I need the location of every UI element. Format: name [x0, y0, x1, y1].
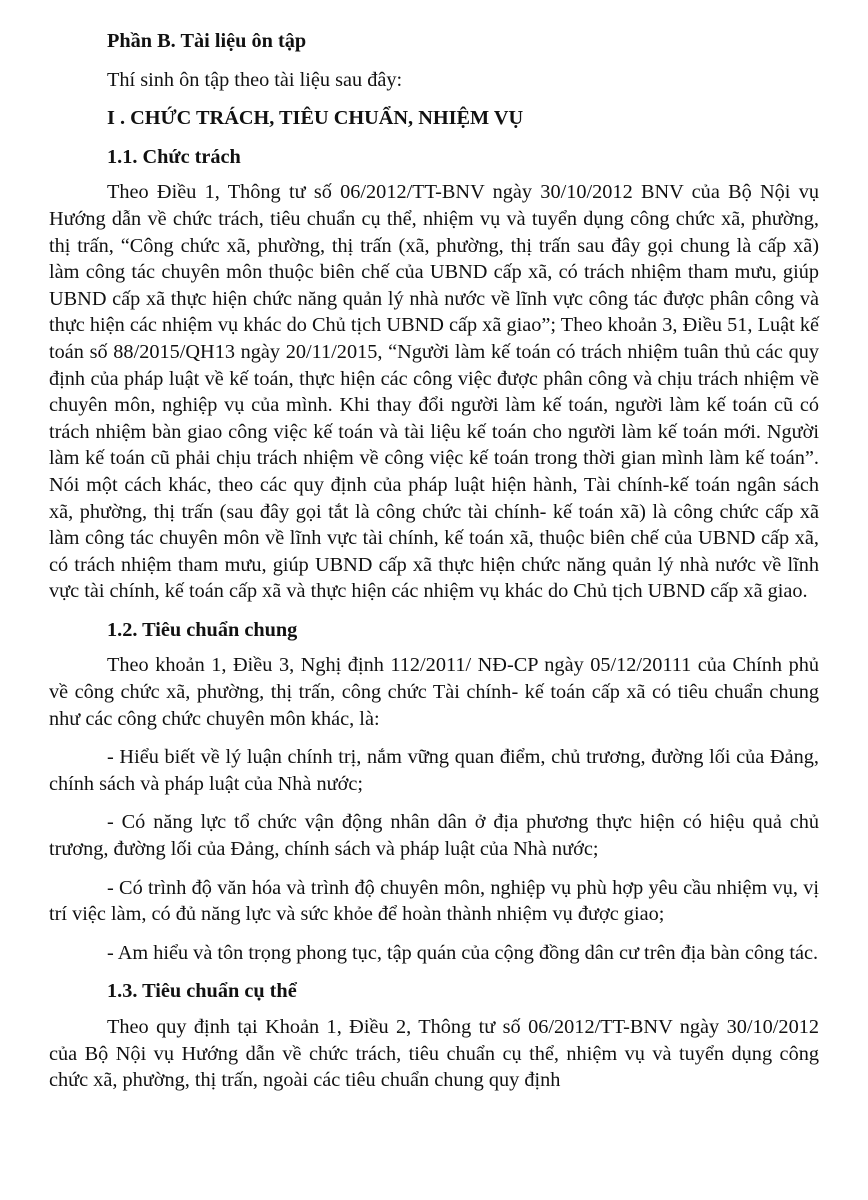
section-1-2-paragraph: Theo khoản 1, Điều 3, Nghị định 112/2011/ NĐ-CP ngày 05/12/20111 của Chính phủ về công chức xã, phường, thị trấn, công chức Tài chính- kế toán cấp xã có tiêu chuẩn chung như các công chức chuyên môn khác, là:	[49, 654, 819, 730]
bullet-item: - Am hiểu và tôn trọng phong tục, tập quán của cộng đồng dân cư trên địa bàn công tác.	[107, 941, 819, 964]
section-1-3-paragraph: Theo quy định tại Khoản 1, Điều 2, Thông tư số 06/2012/TT-BNV ngày 30/10/2012 của Bộ Nội vụ Hướng dẫn về chức trách, tiêu chuẩn cụ thể, nhiệm vụ và tuyển dụng công chức xã, phường, thị trấn, ngoài các tiêu chuẩn chung quy định	[49, 1016, 819, 1092]
intro-text: Thí sinh ôn tập theo tài liệu sau đây:	[107, 68, 403, 91]
section-1-title: I . CHỨC TRÁCH, TIÊU CHUẨN, NHIỆM VỤ	[107, 107, 524, 130]
section-1-3-title: 1.3. Tiêu chuẩn cụ thể	[107, 980, 297, 1003]
section-1-2-title: 1.2. Tiêu chuẩn chung	[107, 618, 298, 641]
bullet-item: - Có năng lực tổ chức vận động nhân dân ở địa phương thực hiện có hiệu quả chủ trương, đường lối của Đảng, chính sách và pháp luật của Nhà nước;	[49, 811, 819, 861]
part-title: Phần B. Tài liệu ôn tập	[107, 30, 307, 52]
bullet-item: - Có trình độ văn hóa và trình độ chuyên môn, nghiệp vụ phù hợp yêu cầu nhiệm vụ, vị trí việc làm, có đủ năng lực và sức khỏe để hoàn thành nhiệm vụ được giao;	[49, 876, 819, 926]
section-1-1-paragraph: Theo Điều 1, Thông tư số 06/2012/TT-BNV ngày 30/10/2012 BNV của Bộ Nội vụ Hướng dẫn về chức trách, tiêu chuẩn cụ thể, nhiệm vụ và tuyển dụng công chức xã, phường, thị trấn, “Công chức xã, phường, thị trấn (xã, phường, thị trấn sau đây gọi chung là cấp xã) làm công tác chuyên môn thuộc biên chế của UBND cấp xã, có trách nhiệm tham mưu, giúp UBND cấp xã thực hiện chức năng quản lý nhà nước về lĩnh vực công tác được phân công và thực hiện các nhiệm vụ khác do Chủ tịch UBND cấp xã giao”; Theo khoản 3, Điều 51, Luật kế toán số 88/2015/QH13 ngày 20/11/2015, “Người làm kế toán có trách nhiệm tuân thủ các quy định của pháp luật về kế toán, thực hiện các công việc được phân công và chịu trách nhiệm về chuyên môn, nghiệp vụ của mình. Khi thay đổi người làm kế toán, người làm kế toán cũ có trách nhiệm bàn giao công việc kế toán và tài liệu kế toán cho người làm kế toán mới. Người làm kế toán cũ phải chịu trách nhiệm về công việc kế toán trong thời gian mình làm kế toán”. Nói một cách khác, theo các quy định của pháp luật hiện hành, Tài chính-kế toán ngân sách xã, phường, thị trấn (sau đây gọi tắt là công chức tài chính- kế toán xã) là công chức cấp xã làm công tác chuyên môn về lĩnh vực tài chính, kế toán xã, thuộc biên chế của UBND cấp xã, có trách nhiệm tham mưu, giúp UBND cấp xã thực hiện chức năng quản lý nhà nước về lĩnh vực tài chính, kế toán cấp xã và thực hiện các nhiệm vụ khác do Chủ tịch UBND cấp xã giao.	[49, 181, 819, 603]
section-1-1-title: 1.1. Chức trách	[107, 145, 241, 168]
bullet-item: - Hiểu biết về lý luận chính trị, nắm vững quan điểm, chủ trương, đường lối của Đảng, chính sách và pháp luật của Nhà nước;	[49, 746, 819, 795]
